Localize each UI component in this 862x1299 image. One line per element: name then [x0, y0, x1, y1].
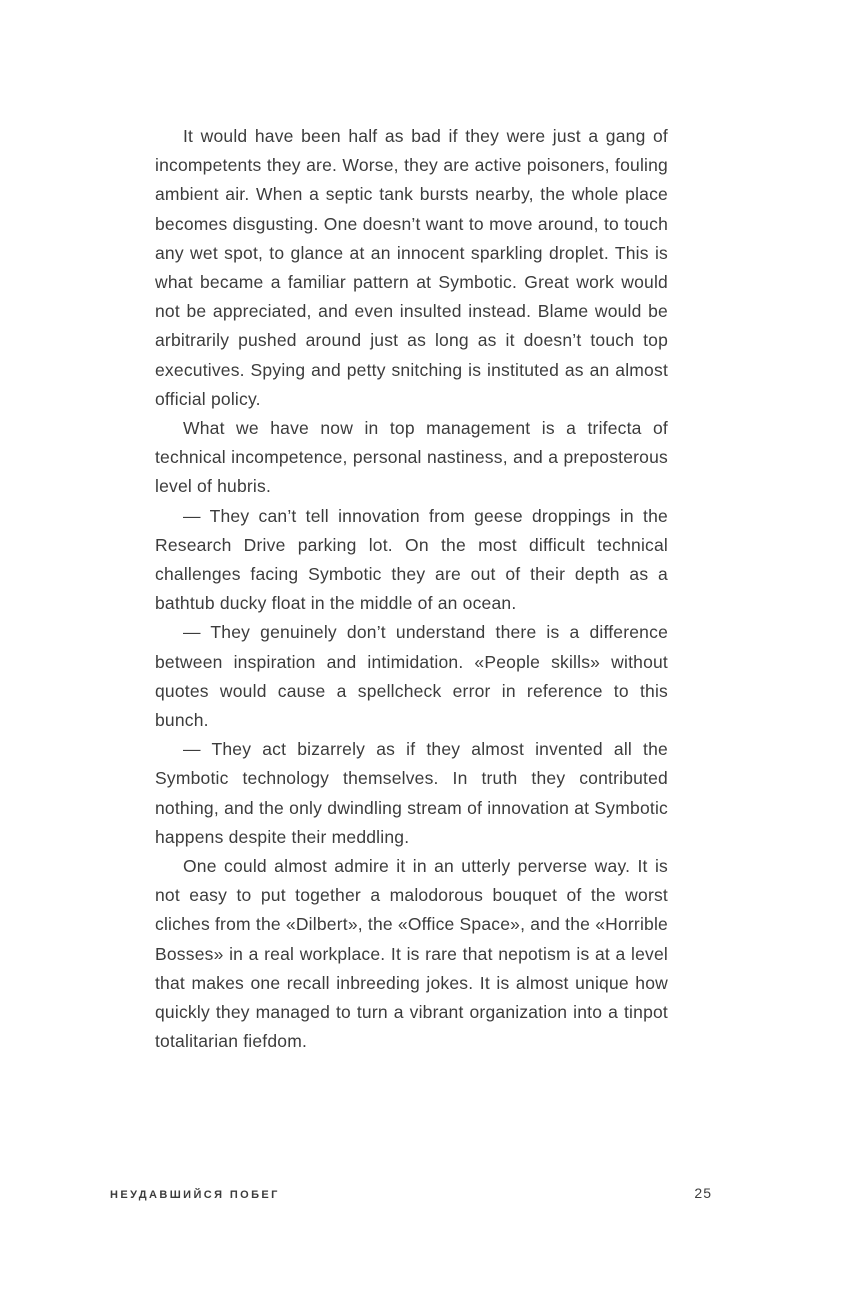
paragraph-6: One could almost admire it in an utterly perverse way. It is not easy to put together a malodorous bouquet of the worst cliches from the «Dilbert», the «Office Space», and the «Horrible Bosses» in a real workplace. It is rare that nepotism is at a level that makes one recall inbreeding jokes. It is almost unique how quickly they managed to turn a vibrant organization into a tinpot totalitarian fiefdom. [155, 856, 668, 1052]
page-footer [110, 1185, 712, 1201]
paragraph-5: — They act bizarrely as if they almost invented all the Symbotic technology themselves. In truth they contributed nothing, and the only dwindling stream of innovation at Symbotic happens despite their meddling. [155, 739, 668, 847]
running-title: НЕУДАВШИЙСЯ ПОБЕГ [110, 1189, 280, 1201]
paragraph-2: What we have now in top management is a trifecta of technical incompetence, personal nastiness, and a preposterous level of hubris. [155, 418, 668, 497]
body-text [155, 122, 668, 1057]
page-number: 25 [694, 1185, 712, 1201]
paragraph-3: — They can’t tell innovation from geese droppings in the Research Drive parking lot. On the most difficult technical challenges facing Symbotic they are out of their depth as a bathtub ducky float in the middle of an ocean. [155, 505, 668, 614]
paragraph-1: It would have been half as bad if they were just a gang of incompetents they are. Worse, they are active poisoners, fouling ambient air. When a septic tank bursts nearby, the whole place becomes disgusting. One doesn’t want to move around, to touch any wet spot, to glance at an innocent sparkling droplet. This is what became a familiar pattern at Symbotic. Great work would not be appreciated, and even insulted instead. Blame would be arbitrarily pushed around just as long as it doesn’t touch top executives. Spying and petty snitching is instituted as an almost official policy. [155, 126, 668, 409]
paragraph-4: — They genuinely don’t understand there is a difference between inspiration and intimidation. «People skills» without quotes would cause a spellcheck error in reference to this bunch. [155, 622, 668, 731]
